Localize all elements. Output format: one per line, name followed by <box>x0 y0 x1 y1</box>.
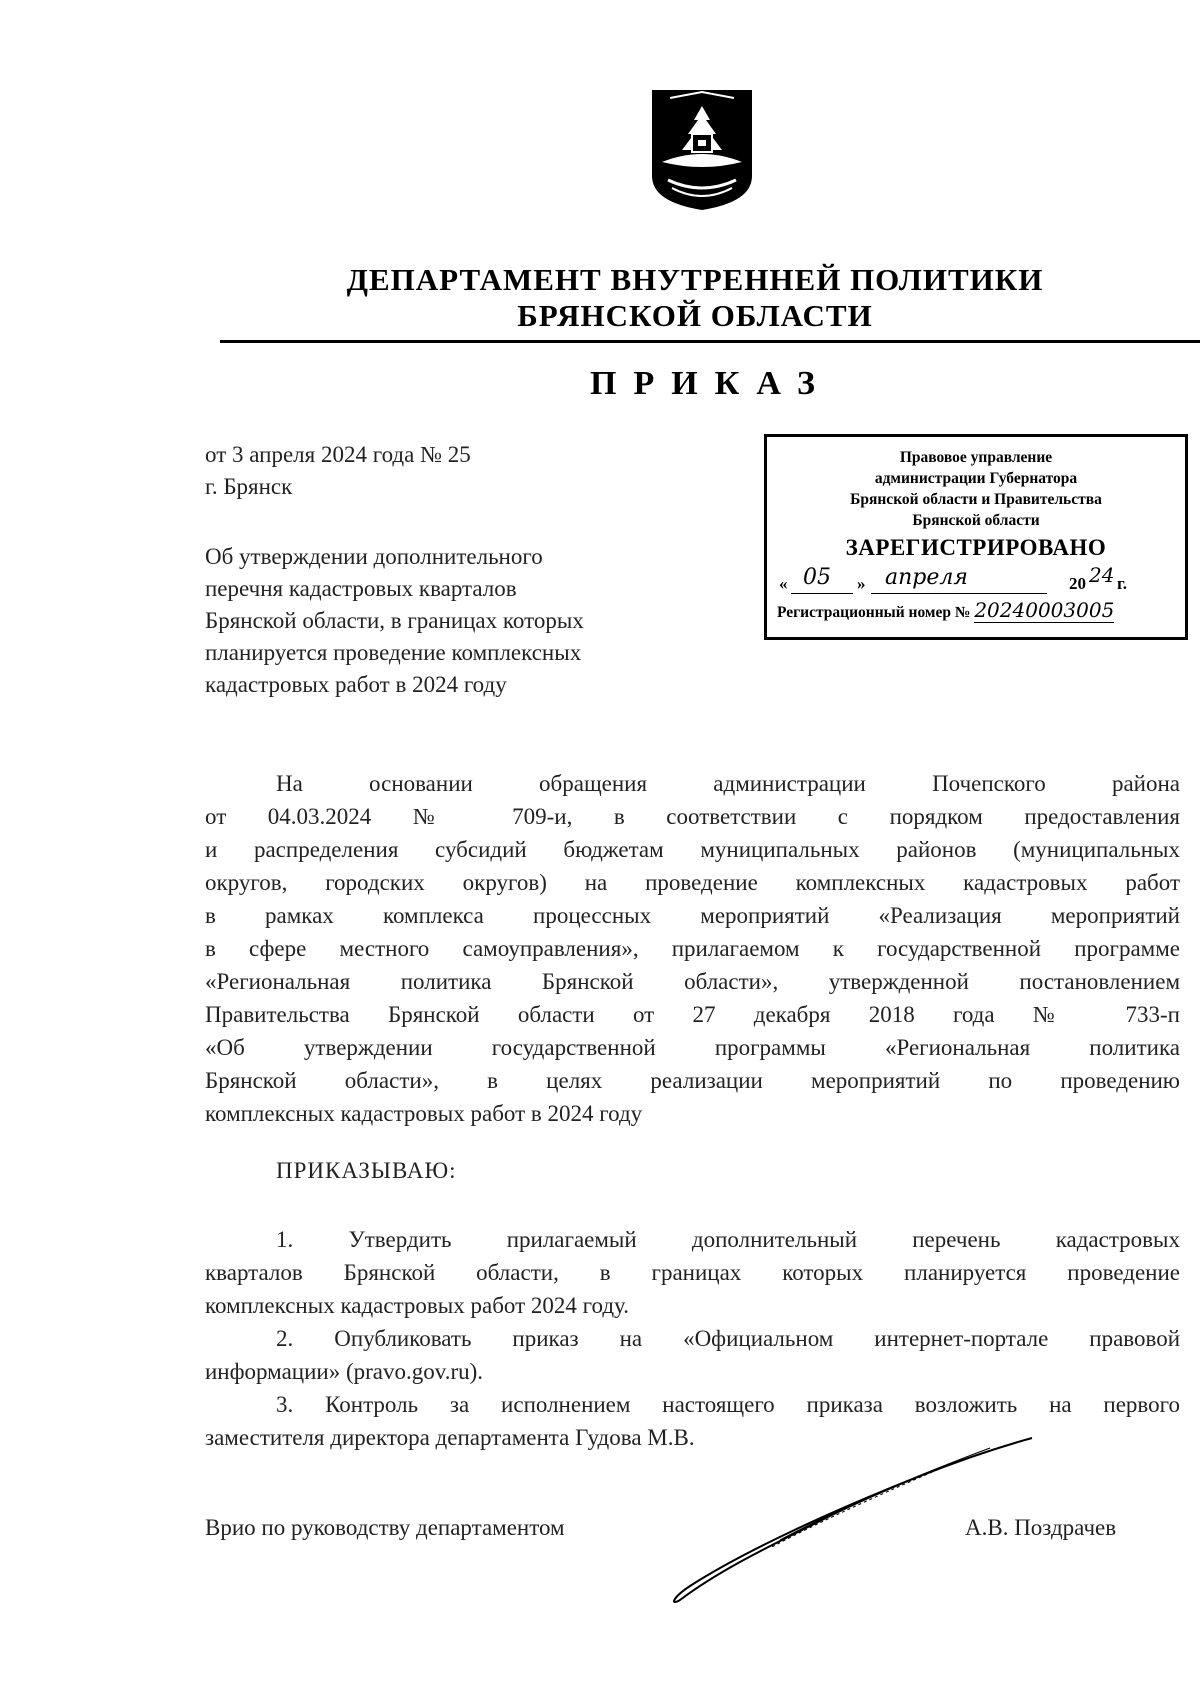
paragraph-line: Правительства Брянской области от 27 декабря 2018 года № 733-п <box>205 1002 1180 1027</box>
stamp-reg-label: Регистрационный номер № <box>777 604 971 621</box>
order-city: г. Брянск <box>205 474 293 499</box>
stamp-month: апреля <box>885 565 968 590</box>
order-item-line: 2. Опубликовать приказ на «Официальном интернет-портале правовой <box>276 1326 1180 1351</box>
paragraph-line: от 04.03.2024 № 709-и, в соответствии с порядком предоставления <box>205 804 1180 829</box>
stamp-year-prefix: 20 <box>1069 574 1086 593</box>
paragraph-line: «Региональная политика Брянской области», утвержденной постановлением <box>205 969 1180 994</box>
order-item-line: 3. Контроль за исполнением настоящего приказа возложить на первого <box>276 1392 1180 1417</box>
order-word: ПРИКАЗЫВАЮ: <box>276 1158 457 1183</box>
paragraph-line: в рамках комплекса процессных мероприятий «Реализация мероприятий <box>205 903 1180 928</box>
stamp-line: Правовое управление <box>899 449 1053 466</box>
paragraph-line: в сфере местного самоуправления», прилагаемом к государственной программе <box>205 936 1180 961</box>
paragraph-line: комплексных кадастровых работ в 2024 году <box>205 1101 643 1126</box>
order-item-line: информации» (pravo.gov.ru). <box>205 1359 484 1384</box>
stamp-status: ЗАРЕГИСТРИРОВАНО <box>845 535 1107 560</box>
order-items <box>205 1223 1180 1454</box>
stamp-year-unit: г. <box>1117 574 1128 593</box>
paragraph-line: Брянской области», в целях реализации мероприятий по проведению <box>205 1068 1180 1093</box>
department-title-line1: ДЕПАРТАМЕНТ ВНУТРЕННЕЙ ПОЛИТИКИ <box>346 262 1044 297</box>
stamp-year-suffix: 24 <box>1089 563 1115 587</box>
order-item-line: комплексных кадастровых работ 2024 году. <box>205 1293 629 1318</box>
signatory-name: А.В. Поздрачев <box>965 1515 1117 1540</box>
registration-stamp <box>764 434 1188 640</box>
department-title-line2: БРЯНСКОЙ ОБЛАСТИ <box>517 298 873 333</box>
document-type-title: ПРИКАЗ <box>590 365 832 402</box>
paragraph-line: округов, городских округов) на проведение комплексных кадастровых работ <box>205 870 1180 895</box>
paragraph-line: На основании обращения администрации Почепского района <box>276 771 1180 796</box>
order-item-line: 1. Утвердить прилагаемый дополнительный перечень кадастровых <box>276 1227 1180 1252</box>
preamble-paragraph <box>205 767 1180 1130</box>
stamp-day: 05 <box>803 565 831 590</box>
order-item-line: заместителя директора департамента Гудова М.В. <box>205 1425 695 1450</box>
stamp-line: Брянской области и Правительства <box>850 491 1102 508</box>
order-item-line: кварталов Брянской области, в границах которых планируется проведение <box>205 1260 1180 1285</box>
signatory-position: Врио по руководству департаментом <box>205 1515 565 1540</box>
stamp-registration <box>777 600 1114 623</box>
stamp-date: « 05 » апреля 20 24 г. <box>779 563 1128 593</box>
stamp-line: администрации Губернатора <box>874 470 1078 487</box>
stamp-reg-number: 20240003005 <box>974 598 1115 622</box>
subject-line: Брянской области, в границах которых <box>205 608 584 633</box>
paragraph-line: «Об утверждении государственной программы «Региональная политика <box>205 1035 1180 1060</box>
order-subject <box>205 541 725 701</box>
stamp-line: Брянской области <box>912 512 1040 529</box>
order-date-number: от 3 апреля 2024 года № 25 <box>205 442 471 467</box>
subject-line: кадастровых работ в 2024 году <box>205 672 507 697</box>
header-rule <box>220 340 1200 343</box>
paragraph-line: и распределения субсидий бюджетам муниципальных районов (муниципальных <box>205 837 1180 862</box>
subject-line: перечня кадастровых кварталов <box>205 576 517 601</box>
subject-line: планируется проведение комплексных <box>205 640 582 665</box>
coat-of-arms-emblem <box>648 84 756 214</box>
subject-line: Об утверждении дополнительного <box>205 544 543 569</box>
